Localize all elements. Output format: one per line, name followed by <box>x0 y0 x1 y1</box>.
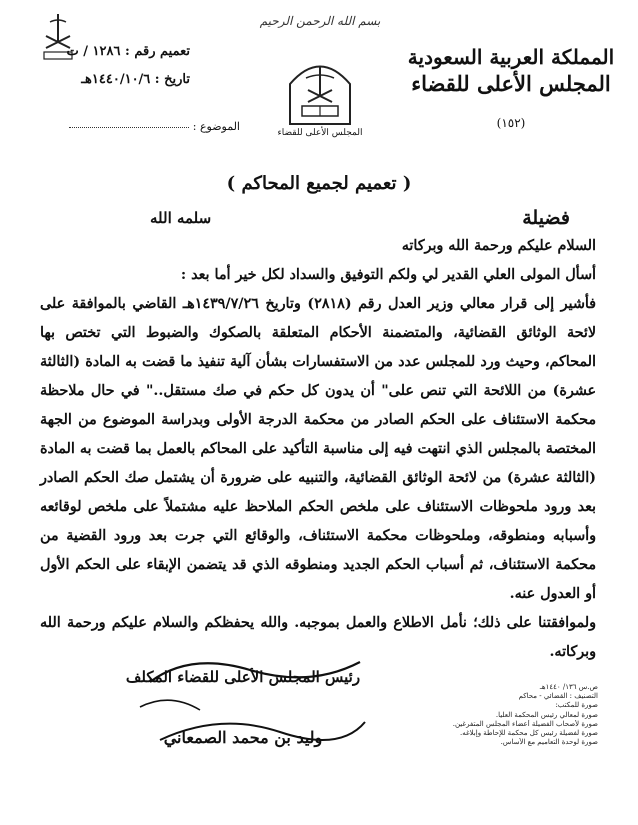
kingdom-name: المملكة العربية السعودية <box>407 45 615 69</box>
cc-line: صورة لفضيلة رئيس كل محكمة للإحاطة وإبلاغه. <box>459 729 598 738</box>
addressee: فضيلة <box>522 207 570 229</box>
subject-line <box>69 127 189 128</box>
subject-label: الموضوع : <box>192 120 240 133</box>
council-emblem-icon <box>270 44 370 134</box>
signatory-name: وليد بن محمد الصمعاني <box>163 728 323 747</box>
paragraph-2: ولموافقتنا على ذلك؛ نأمل الاطلاع والعمل بموجبه. والله يحفظكم والسلام عليكم ورحمة الله وبركاته. <box>40 615 596 660</box>
cc-line: ص.س ١٣٦/ ١٤٤٠هـ <box>539 683 598 691</box>
emblem-caption: المجلس الأعلى للقضاء <box>277 128 363 138</box>
circular-title: ( تعميم لجميع المحاكم ) <box>226 173 412 194</box>
paragraph-1: فأشير إلى قرار معالي وزير العدل رقم (٢٨١٨) وتاريخ ١٤٣٩/٧/٢٦هـ القاضي بالموافقة على لائحة الوثائق القضائية، والمتضمنة الأحكام المتعلقة بالصكوك والضبوط التي تختص بها المحاكم، وحيث ورد للمجلس عدد من الاستفسارات بشأن آلية تنفيذ ما قضت به المادة (الثالثة عشرة) من اللائحة التي تنص على" أن يدون كل حكم في صك مستقل.." في حال ملاحظة محكمة الاستئناف على الحكم الصادر من محكمة الدرجة الأولى وبدراسة الموضوع من الجهة المختصة بالمجلس الذي انتهت فيه إلى مناسبة التأكيد على المحاكم بالعمل بما قضت به المادة (الثالثة عشرة) من لائحة الوثائق القضائية، والتنبيه على ضرورة أن يشتمل صك الحكم الصادر بعد ورود ملحوظات الاستئناف على ملخص الحكم الملاحظ عليه مشتملاً على ملخص لوقائعه وأسبابه ومنطوقه، وملحوظات محكمة الاستئناف، والوقائع التي جرت بعد ورود القضية من محكمة الاستئناف، ثم أسباب الحكم الجديد ومنطوقه الذي قد يتضمن الإبقاء على الحكم الأول أو العدول عنه. <box>40 296 597 602</box>
cc-line: التصنيف : القضائي - محاكم <box>518 692 598 701</box>
circular-number: تعميم رقم : ١٢٨٦ / ت <box>66 44 190 59</box>
circular-date: تاريخ : ١٤٤٠/١٠/٦هـ <box>81 72 190 87</box>
header-serial: (١٥٢) <box>496 116 526 130</box>
cc-block <box>428 683 598 747</box>
intro: أسأل المولى العلي القدير لي ولكم التوفيق والسداد لكل خير أما بعد : <box>180 267 596 283</box>
cc-line: صورة لأصحاب الفضيلة أعضاء المجلس المتفرغين. <box>452 719 598 728</box>
blessing: سلمه الله <box>150 209 212 227</box>
basmala: بسم الله الرحمن الرحيم <box>259 14 381 28</box>
letter-body <box>40 232 596 667</box>
cc-line: صورة لمعالي رئيس المحكمة العليا. <box>495 710 598 719</box>
greeting: السلام عليكم ورحمة الله وبركاته <box>401 238 596 254</box>
signatory-title: رئيس المجلس الأعلى للقضاء المكلف <box>125 668 361 686</box>
cc-line: صورة للمكتب: <box>555 701 598 710</box>
subject-row <box>40 120 240 133</box>
council-name: المجلس الأعلى للقضاء <box>411 71 611 96</box>
cc-line: صورة لوحدة التعاميم مع الأساس. <box>500 738 598 747</box>
